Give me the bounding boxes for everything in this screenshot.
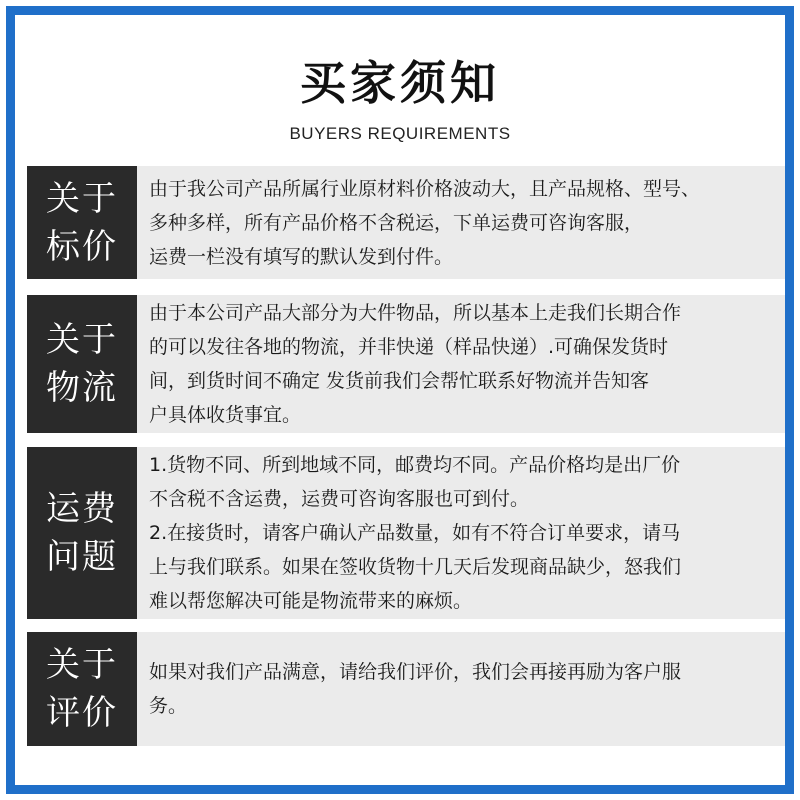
section-pricing xyxy=(27,166,785,279)
page-title: 买家须知 xyxy=(300,56,500,110)
section-label-line: 关于 xyxy=(46,178,118,219)
section-text-line: 务。 xyxy=(149,695,188,717)
section-body xyxy=(149,632,777,746)
section-text-line: 如果对我们产品满意，请给我们评价，我们会再接再励为客户服 xyxy=(149,661,682,683)
section-text-line: 上与我们联系。如果在签收货物十几天后发现商品缺少，怒我们 xyxy=(149,556,682,578)
section-label xyxy=(27,632,137,746)
section-text-line: 难以帮您解决可能是物流带来的麻烦。 xyxy=(149,590,473,612)
section-label xyxy=(27,166,137,279)
section-body xyxy=(149,166,777,279)
section-shipping-fees xyxy=(27,447,785,619)
section-label xyxy=(27,447,137,619)
section-label xyxy=(27,295,137,433)
section-label-line: 关于 xyxy=(46,320,118,360)
section-reviews xyxy=(27,632,785,746)
section-text-line: 不含税不含运费，运费可咨询客服也可到付。 xyxy=(149,488,530,510)
section-label-line: 问题 xyxy=(46,537,118,577)
section-text-line: 1.货物不同、所到地域不同，邮费均不同。产品价格均是出厂价 xyxy=(149,454,681,476)
section-label-line: 标价 xyxy=(46,226,118,267)
section-label-line: 运费 xyxy=(46,489,118,529)
section-label-line: 关于 xyxy=(46,645,118,685)
page-subtitle: BUYERS REQUIREMENTS xyxy=(289,124,511,143)
section-text-line: 户具体收货事宜。 xyxy=(149,404,302,426)
section-text-line: 运费一栏没有填写的默认发到付件。 xyxy=(149,245,454,268)
notice-frame xyxy=(6,6,794,794)
section-text-line: 间，到货时间不确定 发货前我们会帮忙联系好物流并告知客 xyxy=(149,370,650,392)
section-body xyxy=(149,295,777,433)
section-label-line: 物流 xyxy=(46,368,118,408)
section-text-line: 由于本公司产品大部分为大件物品，所以基本上走我们长期合作 xyxy=(149,302,682,324)
section-label-line: 评价 xyxy=(46,693,118,733)
section-text-line: 多种多样，所有产品价格不含税运，下单运费可咨询客服， xyxy=(149,211,644,234)
section-text-line: 由于我公司产品所属行业原材料价格波动大，且产品规格、型号、 xyxy=(149,177,701,200)
section-logistics xyxy=(27,295,785,433)
section-body xyxy=(149,447,777,619)
section-text-line: 2.在接货时，请客户确认产品数量，如有不符合订单要求，请马 xyxy=(149,522,681,544)
section-text-line: 的可以发往各地的物流，并非快递（样品快递）.可确保发货时 xyxy=(149,336,669,358)
